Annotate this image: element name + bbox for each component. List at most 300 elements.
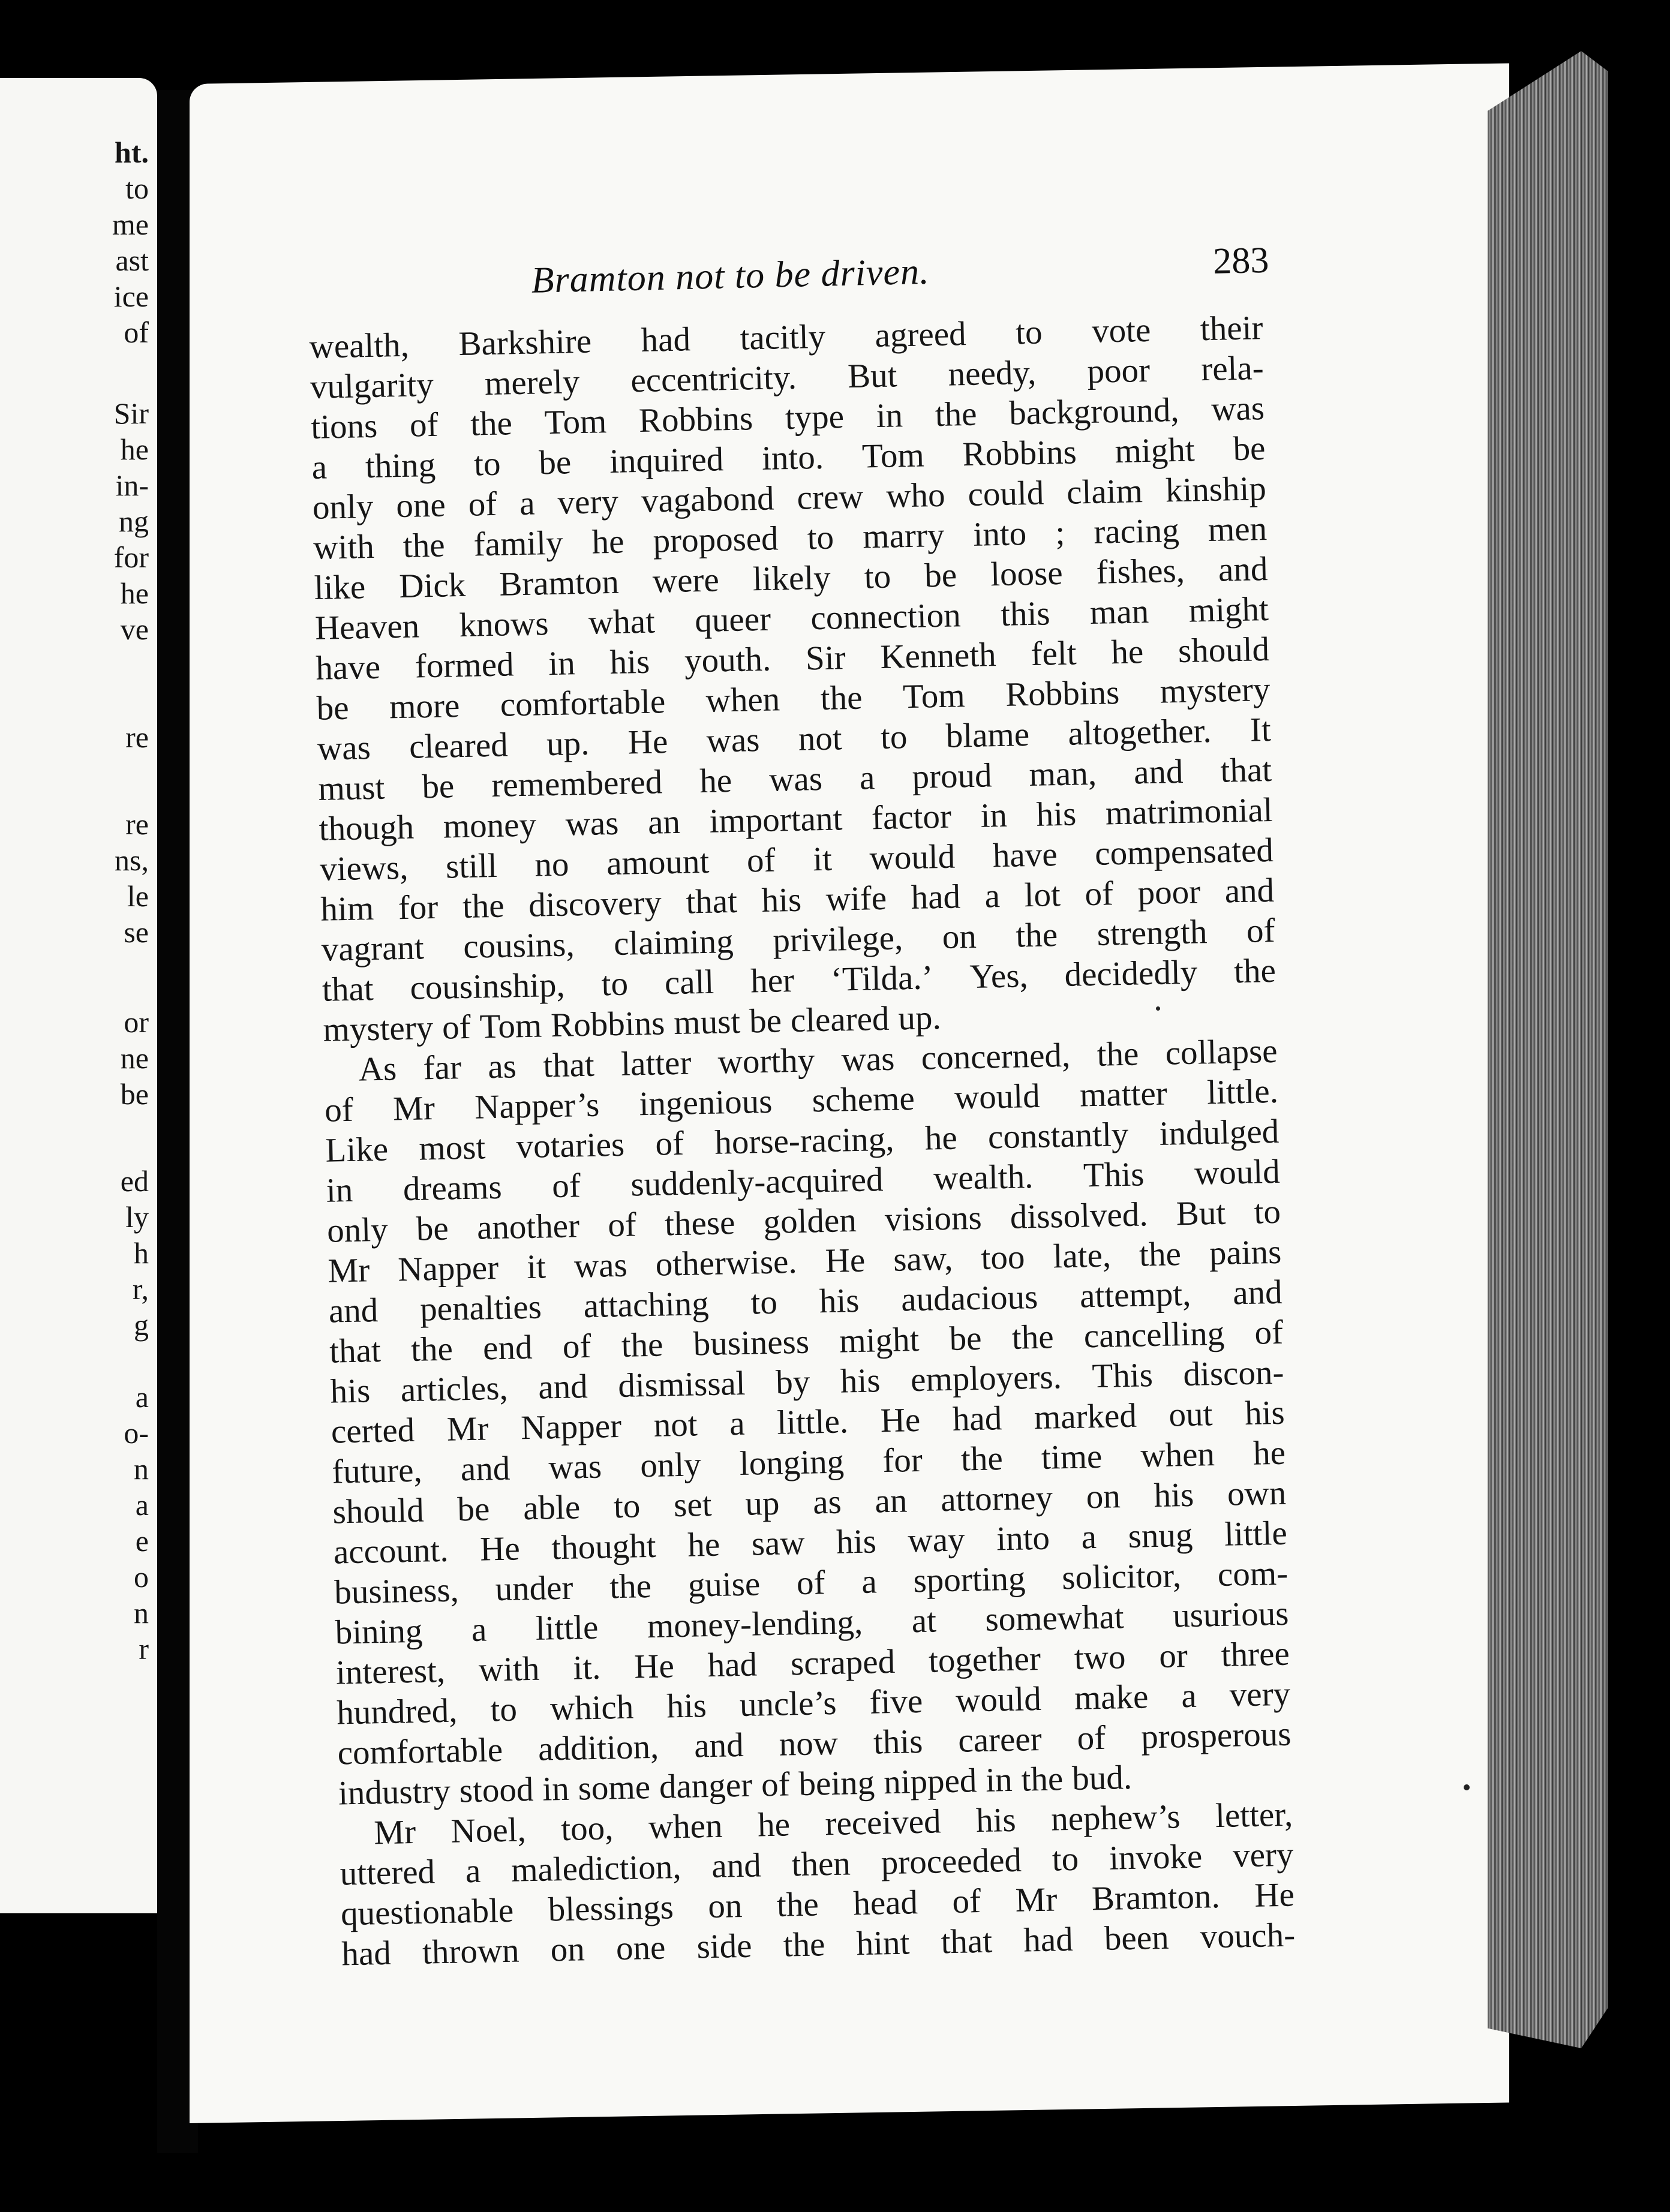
facing-page-fragment: ne bbox=[120, 1041, 149, 1075]
word: uncle’s bbox=[739, 1684, 837, 1724]
word: a bbox=[1181, 1676, 1197, 1715]
word: of bbox=[1254, 1313, 1284, 1352]
word: who bbox=[885, 476, 946, 515]
word: bining bbox=[335, 1612, 423, 1652]
word: of bbox=[607, 1206, 637, 1245]
word: Tom bbox=[543, 402, 607, 442]
word: the bbox=[410, 1330, 453, 1369]
word: poor bbox=[1086, 351, 1151, 390]
word: a bbox=[465, 1852, 481, 1891]
word: of bbox=[1084, 874, 1114, 913]
facing-page-fragment: he bbox=[120, 432, 149, 466]
word: the bbox=[1097, 1035, 1139, 1074]
word: ingenious bbox=[639, 1082, 773, 1123]
word: be bbox=[538, 443, 572, 482]
word: be bbox=[924, 556, 957, 595]
word: of bbox=[468, 485, 497, 524]
word: cousins, bbox=[462, 925, 575, 966]
word: must bbox=[317, 768, 385, 808]
word: to bbox=[489, 1690, 518, 1729]
word: youth. bbox=[684, 640, 771, 680]
word: likely bbox=[752, 558, 831, 599]
word: the bbox=[621, 1326, 663, 1365]
word: be bbox=[456, 1490, 490, 1529]
word: indulged bbox=[1159, 1112, 1279, 1153]
word: He bbox=[479, 1529, 521, 1568]
word: golden bbox=[762, 1201, 857, 1242]
word: the bbox=[1011, 1318, 1055, 1357]
word: very bbox=[1229, 1675, 1291, 1714]
word: the bbox=[609, 1567, 652, 1606]
word: remembered bbox=[491, 763, 663, 805]
word: poor bbox=[1137, 873, 1201, 912]
word: concerned, bbox=[921, 1036, 1071, 1077]
word: money-lending, bbox=[647, 1603, 863, 1646]
word: He bbox=[633, 1647, 675, 1686]
word: prosperous bbox=[1140, 1715, 1292, 1756]
word: it. bbox=[572, 1648, 601, 1687]
word: for bbox=[882, 1441, 923, 1480]
facing-page-fragment: for bbox=[113, 540, 149, 574]
word: still bbox=[445, 846, 498, 886]
word: As bbox=[358, 1050, 397, 1089]
word: marked bbox=[1034, 1396, 1137, 1437]
word: two bbox=[1074, 1638, 1126, 1677]
word: call bbox=[664, 963, 714, 1002]
word: attorney bbox=[940, 1478, 1053, 1519]
word: be bbox=[421, 767, 455, 806]
word: side bbox=[696, 1927, 753, 1966]
word: far bbox=[423, 1048, 462, 1087]
facing-page-fragment: ve bbox=[120, 612, 149, 646]
word: scheme bbox=[812, 1080, 915, 1120]
word: the bbox=[960, 1439, 1004, 1478]
word: Napper bbox=[520, 1406, 622, 1447]
word: Tom bbox=[861, 436, 925, 476]
word: ‘Tilda.’ bbox=[830, 958, 934, 999]
word: one bbox=[615, 1928, 666, 1968]
word: too, bbox=[560, 1809, 614, 1849]
word: to bbox=[613, 1487, 641, 1526]
word: attempt, bbox=[1079, 1275, 1191, 1315]
word: nephew’s bbox=[1050, 1798, 1181, 1838]
page-number: 283 bbox=[1212, 239, 1270, 282]
word: of bbox=[551, 1167, 581, 1206]
word: Napper bbox=[397, 1248, 499, 1289]
word: he bbox=[687, 1525, 720, 1564]
word: as bbox=[487, 1047, 517, 1086]
word: of bbox=[761, 1765, 791, 1804]
running-head: Bramton not to be driven. bbox=[530, 251, 930, 301]
word: very bbox=[557, 482, 619, 522]
word: wealth. bbox=[933, 1158, 1034, 1198]
word: Heaven bbox=[314, 607, 420, 647]
facing-page-fragment: re bbox=[125, 807, 149, 841]
word: Barkshire bbox=[458, 322, 592, 363]
word: and bbox=[537, 1368, 588, 1406]
word: lot bbox=[1024, 876, 1061, 915]
facing-page-fragment: h bbox=[134, 1236, 149, 1270]
word: only bbox=[326, 1210, 389, 1250]
word: industry bbox=[338, 1772, 451, 1813]
word: Sir bbox=[805, 639, 846, 678]
word: tions bbox=[310, 407, 378, 446]
facing-page-fragment: le bbox=[127, 879, 149, 913]
word: of bbox=[324, 1090, 354, 1129]
word: and bbox=[1133, 752, 1184, 792]
word: addition, bbox=[537, 1727, 659, 1768]
word: the bbox=[1015, 916, 1058, 955]
word: collapse bbox=[1165, 1032, 1278, 1072]
word: must bbox=[673, 1002, 741, 1042]
word: to bbox=[1015, 313, 1043, 352]
word: worthy bbox=[717, 1041, 815, 1081]
facing-page-fragment: a bbox=[135, 1380, 149, 1414]
word: and bbox=[1218, 550, 1268, 589]
word: most bbox=[418, 1128, 486, 1168]
word: with bbox=[313, 527, 375, 567]
word: thing bbox=[365, 446, 436, 486]
word: their bbox=[1200, 309, 1263, 348]
word: merely bbox=[484, 362, 580, 403]
word: Kenneth bbox=[879, 636, 997, 676]
word: another bbox=[476, 1207, 580, 1247]
word: on bbox=[942, 917, 977, 957]
word: of bbox=[951, 1882, 981, 1921]
word: discon- bbox=[1182, 1353, 1284, 1394]
word: comfortable bbox=[500, 683, 666, 724]
word: queer bbox=[694, 600, 771, 640]
word: Tom bbox=[479, 1006, 542, 1046]
facing-page bbox=[0, 78, 157, 1913]
word: This bbox=[1091, 1356, 1154, 1396]
word: his bbox=[840, 1362, 881, 1400]
word: little. bbox=[776, 1402, 849, 1442]
word: was bbox=[706, 721, 760, 760]
word: and bbox=[693, 1726, 744, 1765]
word: suddenly-acquired bbox=[630, 1161, 884, 1204]
facing-page-fragment: ed bbox=[120, 1164, 149, 1198]
word: and bbox=[1232, 1273, 1283, 1312]
facing-page-fragment: e bbox=[135, 1524, 149, 1558]
word: the bbox=[1020, 1760, 1064, 1799]
word: a bbox=[861, 1562, 878, 1601]
word: for bbox=[398, 888, 438, 927]
word: eccentricity. bbox=[630, 358, 797, 400]
word: more bbox=[389, 687, 460, 726]
word: It bbox=[1250, 710, 1272, 749]
word: uttered bbox=[340, 1853, 435, 1893]
word: into. bbox=[761, 438, 824, 477]
word: was bbox=[548, 1447, 602, 1487]
word: letter, bbox=[1215, 1795, 1293, 1835]
facing-page-fragment: o- bbox=[124, 1416, 149, 1450]
word: matter bbox=[1079, 1074, 1168, 1114]
word: formed bbox=[415, 645, 515, 686]
word: factor bbox=[871, 797, 952, 837]
word: amount bbox=[606, 842, 710, 883]
word: strength bbox=[1097, 913, 1208, 953]
word: family bbox=[473, 524, 564, 564]
word: But bbox=[1176, 1194, 1226, 1233]
word: was bbox=[1211, 389, 1265, 428]
word: had bbox=[707, 1645, 758, 1685]
word: guise bbox=[687, 1565, 761, 1604]
word: to bbox=[601, 964, 629, 1003]
print-speck bbox=[1464, 1784, 1470, 1790]
word: snug bbox=[1128, 1516, 1194, 1555]
word: vulgarity bbox=[310, 365, 434, 406]
word: Robbins bbox=[638, 399, 753, 440]
word: his bbox=[836, 1522, 877, 1561]
facing-page-fragment: n bbox=[134, 1596, 149, 1630]
word: he bbox=[1252, 1433, 1286, 1472]
word: horse-racing, bbox=[714, 1120, 895, 1162]
word: scraped bbox=[790, 1642, 896, 1683]
facing-page-fragment: se bbox=[124, 915, 149, 949]
word: five bbox=[869, 1682, 923, 1721]
word: one bbox=[395, 486, 446, 525]
word: his bbox=[1244, 1393, 1285, 1433]
word: at bbox=[911, 1601, 937, 1640]
print-speck bbox=[1156, 1006, 1160, 1011]
word: felt bbox=[1030, 634, 1077, 673]
word: cousinship, bbox=[410, 966, 566, 1007]
word: being bbox=[798, 1763, 875, 1804]
word: his bbox=[666, 1687, 707, 1726]
facing-page-fragment: of bbox=[124, 315, 149, 349]
word: stood bbox=[459, 1770, 534, 1810]
word: when bbox=[1140, 1435, 1215, 1475]
word: future, bbox=[331, 1451, 423, 1491]
facing-page-fragment: or bbox=[124, 1005, 149, 1039]
word: his bbox=[761, 880, 802, 920]
word: marry bbox=[862, 516, 945, 556]
word: these bbox=[664, 1204, 735, 1243]
word: proceeded bbox=[881, 1841, 1022, 1882]
word: like bbox=[314, 568, 366, 607]
word: solicitor, bbox=[1061, 1556, 1182, 1597]
word: though bbox=[319, 808, 415, 848]
word: com- bbox=[1217, 1554, 1288, 1594]
word: out bbox=[1168, 1395, 1214, 1434]
facing-page-fragment: me bbox=[112, 208, 149, 241]
facing-page-fragment: ly bbox=[125, 1200, 149, 1234]
word: would bbox=[955, 1679, 1042, 1720]
word: a bbox=[1081, 1518, 1097, 1556]
word: little. bbox=[1206, 1072, 1279, 1112]
word: when bbox=[705, 680, 780, 720]
word: Tom bbox=[902, 677, 966, 716]
facing-page-fragment: n bbox=[134, 1452, 149, 1486]
word: have bbox=[315, 648, 381, 687]
word: dismissal bbox=[617, 1364, 746, 1405]
word: own bbox=[1227, 1474, 1287, 1513]
word: interest, bbox=[335, 1651, 446, 1692]
word: privilege, bbox=[772, 919, 903, 960]
word: He bbox=[880, 1400, 921, 1440]
word: and bbox=[460, 1449, 510, 1489]
word: he bbox=[1110, 633, 1144, 672]
word: Mr bbox=[327, 1251, 370, 1290]
facing-page-fragment: re bbox=[125, 720, 149, 754]
word: that bbox=[1220, 750, 1272, 790]
word: a bbox=[311, 448, 328, 486]
word: his bbox=[975, 1801, 1017, 1840]
word: not bbox=[653, 1405, 698, 1444]
facing-page-fragment: he bbox=[120, 576, 149, 610]
word: would bbox=[1194, 1152, 1281, 1192]
word: was bbox=[768, 759, 823, 799]
word: thought bbox=[551, 1526, 657, 1567]
word: and bbox=[711, 1846, 762, 1886]
facing-page-fragment: r, bbox=[132, 1272, 149, 1306]
word: cleared bbox=[409, 726, 509, 766]
facing-page-fragment: in- bbox=[115, 468, 149, 502]
word: constantly bbox=[987, 1115, 1129, 1156]
facing-page-fragment: a bbox=[135, 1488, 149, 1522]
word: it bbox=[526, 1248, 546, 1287]
word: Robbins bbox=[550, 1004, 665, 1045]
word: man, bbox=[1028, 754, 1097, 794]
word: had bbox=[641, 320, 691, 359]
word: was bbox=[317, 729, 371, 768]
word: by bbox=[775, 1363, 810, 1402]
word: when bbox=[648, 1807, 723, 1847]
word: attaching bbox=[583, 1284, 710, 1326]
word: He bbox=[627, 723, 668, 762]
word: crew bbox=[796, 477, 864, 517]
word: to bbox=[1052, 1840, 1079, 1879]
word: the bbox=[783, 1925, 825, 1964]
word: nipped bbox=[883, 1762, 977, 1802]
word: received bbox=[824, 1802, 942, 1843]
word: audacious bbox=[900, 1278, 1038, 1319]
word: Dick bbox=[398, 566, 466, 606]
word: saw, bbox=[893, 1239, 954, 1279]
facing-page-fragment: to bbox=[125, 172, 149, 205]
word: employers. bbox=[910, 1358, 1062, 1399]
facing-page-fragment: be bbox=[120, 1077, 149, 1111]
word: in bbox=[876, 396, 903, 435]
word: up. bbox=[897, 999, 942, 1038]
word: which bbox=[549, 1688, 634, 1728]
word: that bbox=[685, 882, 738, 921]
word: Mr bbox=[373, 1813, 416, 1852]
word: was bbox=[565, 804, 619, 843]
word: But bbox=[847, 356, 898, 395]
word: been bbox=[1104, 1918, 1170, 1958]
word: vagrant bbox=[321, 928, 425, 969]
word: somewhat bbox=[984, 1598, 1125, 1639]
word: three bbox=[1221, 1634, 1290, 1674]
word: should bbox=[332, 1491, 425, 1531]
word: to bbox=[864, 557, 891, 596]
word: claiming bbox=[613, 922, 734, 963]
word: way bbox=[907, 1520, 966, 1560]
word: loose bbox=[990, 554, 1064, 594]
word: of bbox=[746, 841, 776, 880]
word: under bbox=[495, 1568, 574, 1609]
facing-page-fragment: ns, bbox=[115, 843, 149, 877]
word: be bbox=[416, 1209, 449, 1248]
word: Bramton. bbox=[1091, 1877, 1221, 1918]
word: some bbox=[578, 1768, 651, 1808]
word: agreed bbox=[875, 315, 967, 355]
word: to bbox=[1253, 1192, 1281, 1231]
word: was bbox=[841, 1039, 895, 1079]
word: on bbox=[1086, 1477, 1121, 1516]
word: he bbox=[591, 522, 625, 561]
word: dreams bbox=[403, 1168, 503, 1209]
word: his bbox=[609, 642, 650, 682]
word: not bbox=[798, 719, 843, 758]
word: in bbox=[548, 644, 576, 683]
word: be bbox=[949, 1319, 983, 1358]
word: in bbox=[542, 1769, 570, 1808]
word: matrimonial bbox=[1105, 791, 1273, 832]
word: with bbox=[478, 1649, 540, 1689]
word: his bbox=[1154, 1475, 1194, 1515]
word: only bbox=[639, 1445, 702, 1485]
word: saw bbox=[751, 1523, 806, 1563]
word: proposed bbox=[652, 519, 779, 560]
word: had bbox=[341, 1934, 392, 1973]
word: career bbox=[957, 1720, 1043, 1760]
word: type bbox=[785, 398, 845, 437]
word: to bbox=[880, 718, 908, 757]
word: the bbox=[820, 678, 863, 718]
word: he bbox=[757, 1805, 791, 1844]
word: late, bbox=[1052, 1236, 1112, 1276]
word: into bbox=[972, 515, 1027, 554]
word: his bbox=[330, 1372, 371, 1411]
word: a bbox=[859, 759, 875, 797]
word: have bbox=[992, 835, 1058, 875]
word: tacitly bbox=[739, 317, 826, 357]
word: background, bbox=[1008, 390, 1180, 432]
word: up. bbox=[546, 724, 590, 764]
page-edges bbox=[1488, 51, 1608, 2048]
word: important bbox=[708, 800, 843, 840]
word: him bbox=[320, 889, 374, 928]
word: This bbox=[1083, 1155, 1145, 1195]
word: might bbox=[1114, 431, 1196, 471]
word: had bbox=[1023, 1920, 1074, 1959]
word: mystery bbox=[1160, 670, 1271, 711]
word: an bbox=[874, 1481, 908, 1520]
facing-page-fragment: g bbox=[134, 1308, 149, 1342]
word: the bbox=[470, 404, 513, 443]
word: hundred, bbox=[336, 1691, 458, 1732]
word: be bbox=[316, 689, 350, 728]
word: her bbox=[750, 961, 795, 1000]
word: the bbox=[403, 526, 446, 565]
word: to bbox=[473, 444, 501, 483]
word: money bbox=[443, 806, 537, 846]
word: the bbox=[935, 395, 978, 434]
word: compensated bbox=[1094, 831, 1274, 873]
word: a bbox=[519, 484, 536, 523]
word: his bbox=[1036, 795, 1077, 834]
word: should bbox=[1178, 630, 1270, 671]
word: very bbox=[1232, 1835, 1294, 1875]
word: Like bbox=[325, 1130, 389, 1170]
word: sporting bbox=[912, 1559, 1026, 1600]
word: what bbox=[588, 602, 656, 642]
word: connection bbox=[810, 596, 962, 638]
word: the bbox=[1139, 1235, 1182, 1274]
